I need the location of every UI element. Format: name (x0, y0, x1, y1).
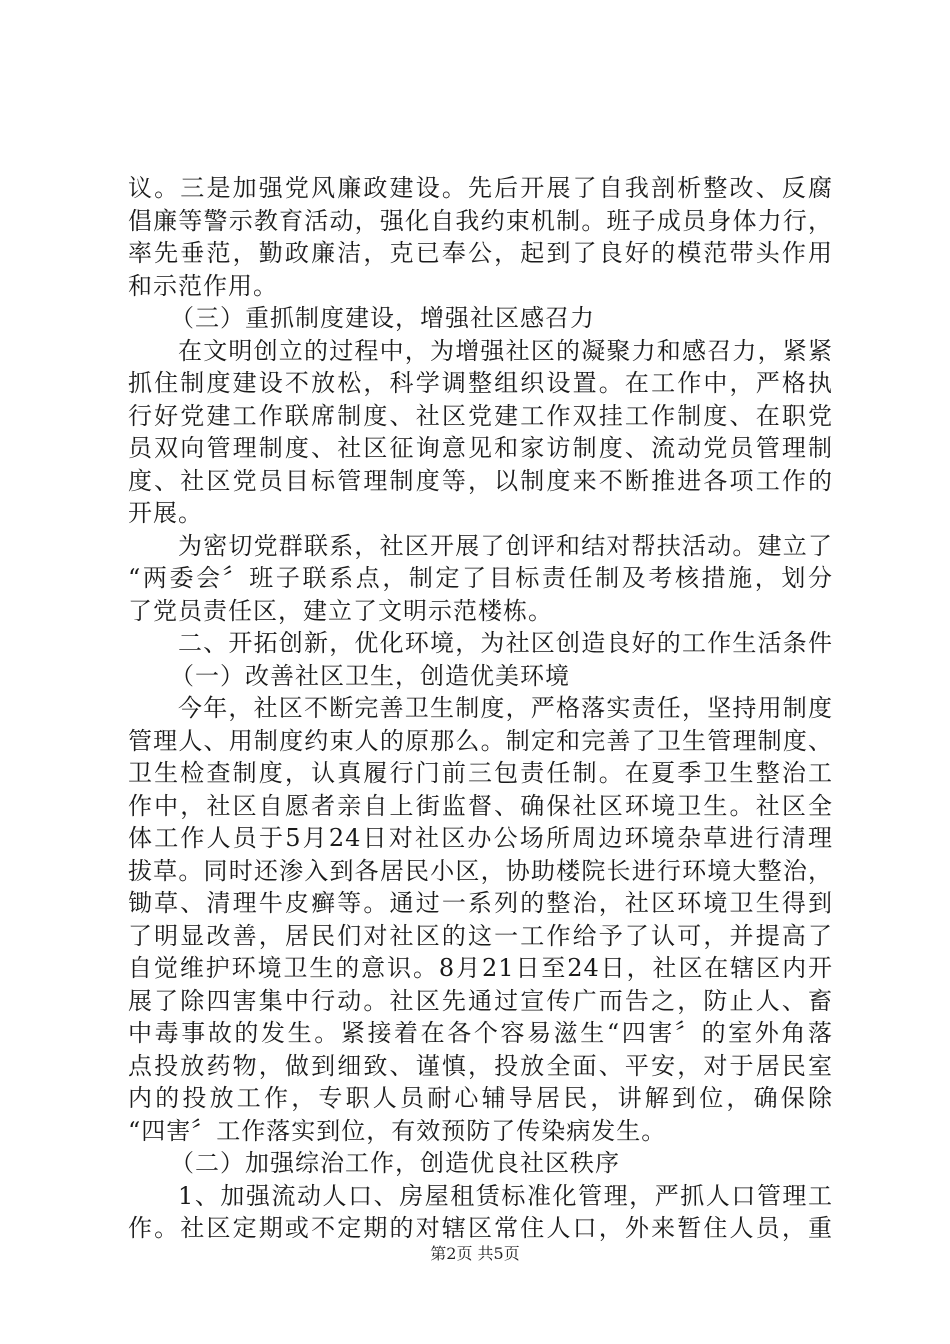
text-line: 和示范作用。 (128, 271, 278, 300)
text-line: 拔草。同时还渗入到各居民小区，协助楼院长进行环境大整治， (128, 856, 833, 885)
text-line: “四害〞工作落实到位，有效预防了传染病发生。 (128, 1116, 667, 1145)
text-line: 度、社区党员目标管理制度等，以制度来不断推进各项工作的 (128, 466, 833, 495)
page-number-footer: 第2页 共5页 (430, 1244, 520, 1263)
text-line: 抓住制度建设不放松，科学调整组织设置。在工作中，严格执 (128, 369, 833, 397)
text-line: 今年，社区不断完善卫生制度，严格落实责任，坚持用制度 (178, 694, 833, 722)
text-line: 展了除四害集中行动。社区先通过宣传广而告之，防止人、畜 (128, 986, 833, 1015)
text-line: 作中，社区自愿者亲自上街监督、确保社区环境卫生。社区全 (128, 791, 833, 820)
text-line: 为密切党群联系，社区开展了创评和结对帮扶活动。建立了 (178, 531, 833, 560)
text-line: “两委会〞班子联系点，制定了目标责任制及考核措施，划分 (128, 564, 833, 592)
text-line: 卫生检查制度，认真履行门前三包责任制。在夏季卫生整治工 (128, 759, 833, 787)
text-line: 锄草、清理牛皮癣等。通过一系列的整治，社区环境卫生得到 (128, 889, 833, 917)
text-line: 在文明创立的过程中，为增强社区的凝聚力和感召力，紧紧 (178, 336, 833, 365)
text-line: 议。三是加强党风廉政建设。先后开展了自我剖析整改、反腐 (128, 174, 833, 202)
text-line: 1、加强流动人口、房屋租赁标准化管理，严抓人口管理工 (178, 1181, 833, 1210)
section-heading: （二）加强综治工作，创造优良社区秩序 (170, 1149, 620, 1177)
text-line: 行好党建工作联席制度、社区党建工作双挂工作制度、在职党 (128, 401, 833, 430)
text-line: 内的投放工作，专职人员耐心辅导居民，讲解到位，确保除 (128, 1084, 833, 1112)
text-line: 了明显改善，居民们对社区的这一工作给予了认可，并提高了 (128, 921, 833, 950)
section-heading: （一）改善社区卫生，创造优美环境 (170, 661, 570, 690)
text-line: 体工作人员于5月24日对社区办公场所周边环境杂草进行清理 (128, 824, 833, 852)
text-line: 率先垂范，勤政廉洁，克已奉公，起到了良好的模范带头作用 (128, 239, 833, 267)
text-line: 作。社区定期或不定期的对辖区常住人口，外来暂住人员，重 (128, 1214, 833, 1242)
text-line: 了党员责任区，建立了文明示范楼栋。 (128, 596, 553, 625)
section-heading: 二、开拓创新，优化环境，为社区创造良好的工作生活条件 (178, 629, 833, 657)
text-line: 管理人、用制度约束人的原那么。制定和完善了卫生管理制度、 (128, 726, 833, 755)
section-heading: （三）重抓制度建设，增强社区感召力 (170, 304, 595, 332)
text-line: 开展。 (128, 499, 203, 527)
text-line: 倡廉等警示教育活动，强化自我约束机制。班子成员身体力行， (128, 206, 833, 235)
text-line: 中毒事故的发生。紧接着在各个容易滋生“四害〞的室外角落 (128, 1019, 833, 1047)
text-line: 自觉维护环境卫生的意识。8月21日至24日，社区在辖区内开 (128, 954, 833, 982)
text-line: 员双向管理制度、社区征询意见和家访制度、流动党员管理制 (128, 434, 833, 462)
text-line: 点投放药物，做到细致、谨慎，投放全面、平安，对于居民室 (128, 1051, 833, 1080)
